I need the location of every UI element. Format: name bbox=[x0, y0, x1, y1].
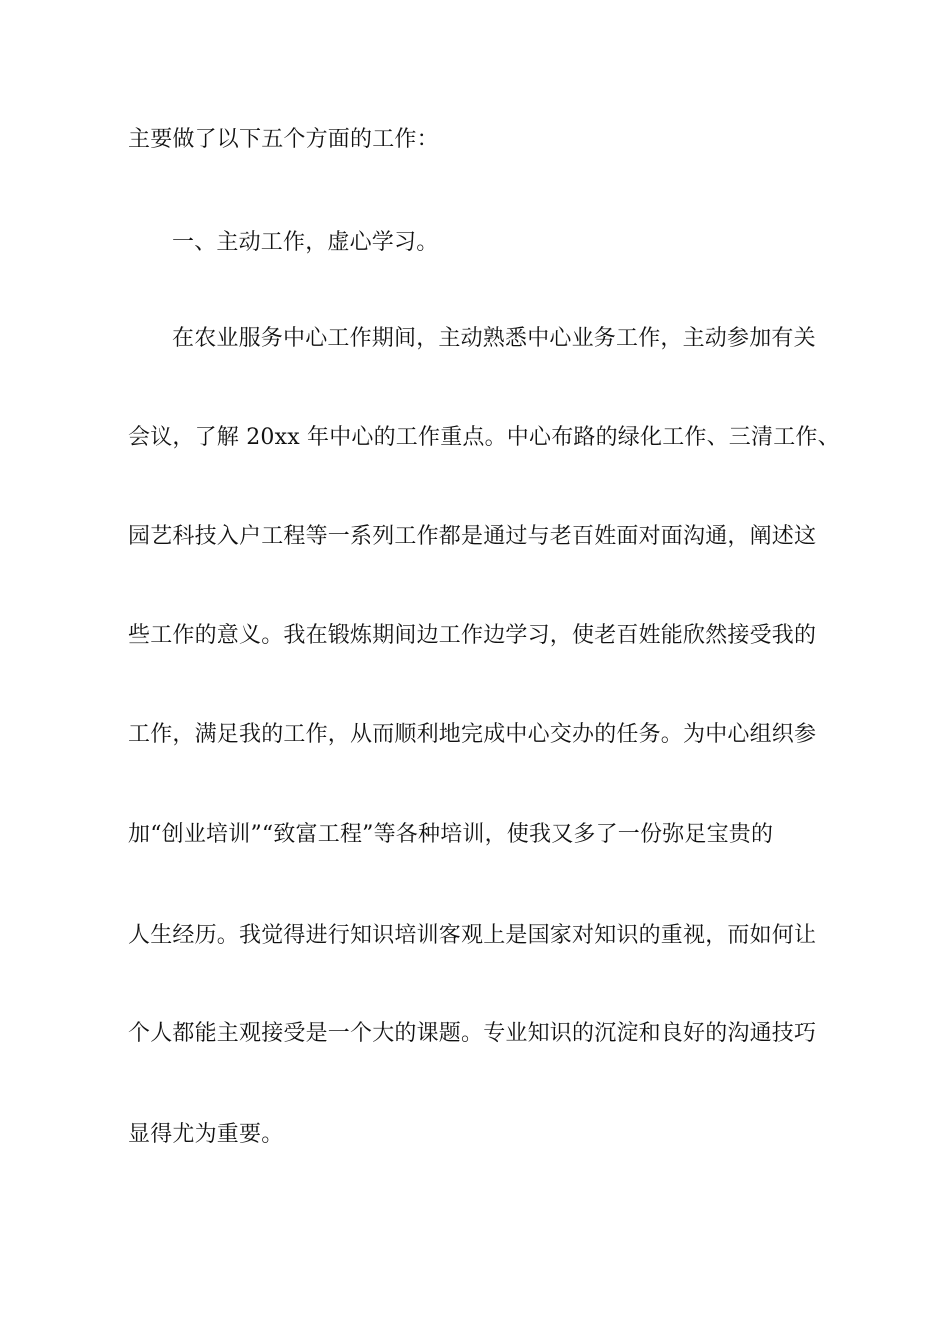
paragraph-line: 些工作的意义。我在锻炼期间边工作边学习，使老百姓能欣然接受我的 bbox=[128, 623, 817, 648]
paragraph-line: 显得尤为重要。 bbox=[128, 1122, 284, 1147]
paragraph-line: 会议，了解 20xx 年中心的工作重点。中心布路的绿化工作、三清工作、 bbox=[128, 425, 840, 450]
paragraph-line: 工作，满足我的工作，从而顺利地完成中心交办的任务。为中心组织参 bbox=[128, 722, 817, 747]
paragraph-line: 个人都能主观接受是一个大的课题。专业知识的沉淀和良好的沟通技巧 bbox=[128, 1021, 817, 1046]
paragraph-line: 园艺科技入户工程等一系列工作都是通过与老百姓面对面沟通，阐述这 bbox=[128, 524, 817, 549]
section-heading: 一、主动工作，虚心学习。 bbox=[172, 230, 439, 255]
paragraph-line: 人生经历。我觉得进行知识培训客观上是国家对知识的重视，而如何让 bbox=[128, 923, 817, 948]
intro-line: 主要做了以下五个方面的工作： bbox=[128, 127, 439, 152]
paragraph-line: 在农业服务中心工作期间，主动熟悉中心业务工作，主动参加有关 bbox=[172, 326, 816, 351]
paragraph-line: 加“创业培训”“致富工程”等各种培训，使我又多了一份弥足宝贵的 bbox=[128, 822, 774, 847]
